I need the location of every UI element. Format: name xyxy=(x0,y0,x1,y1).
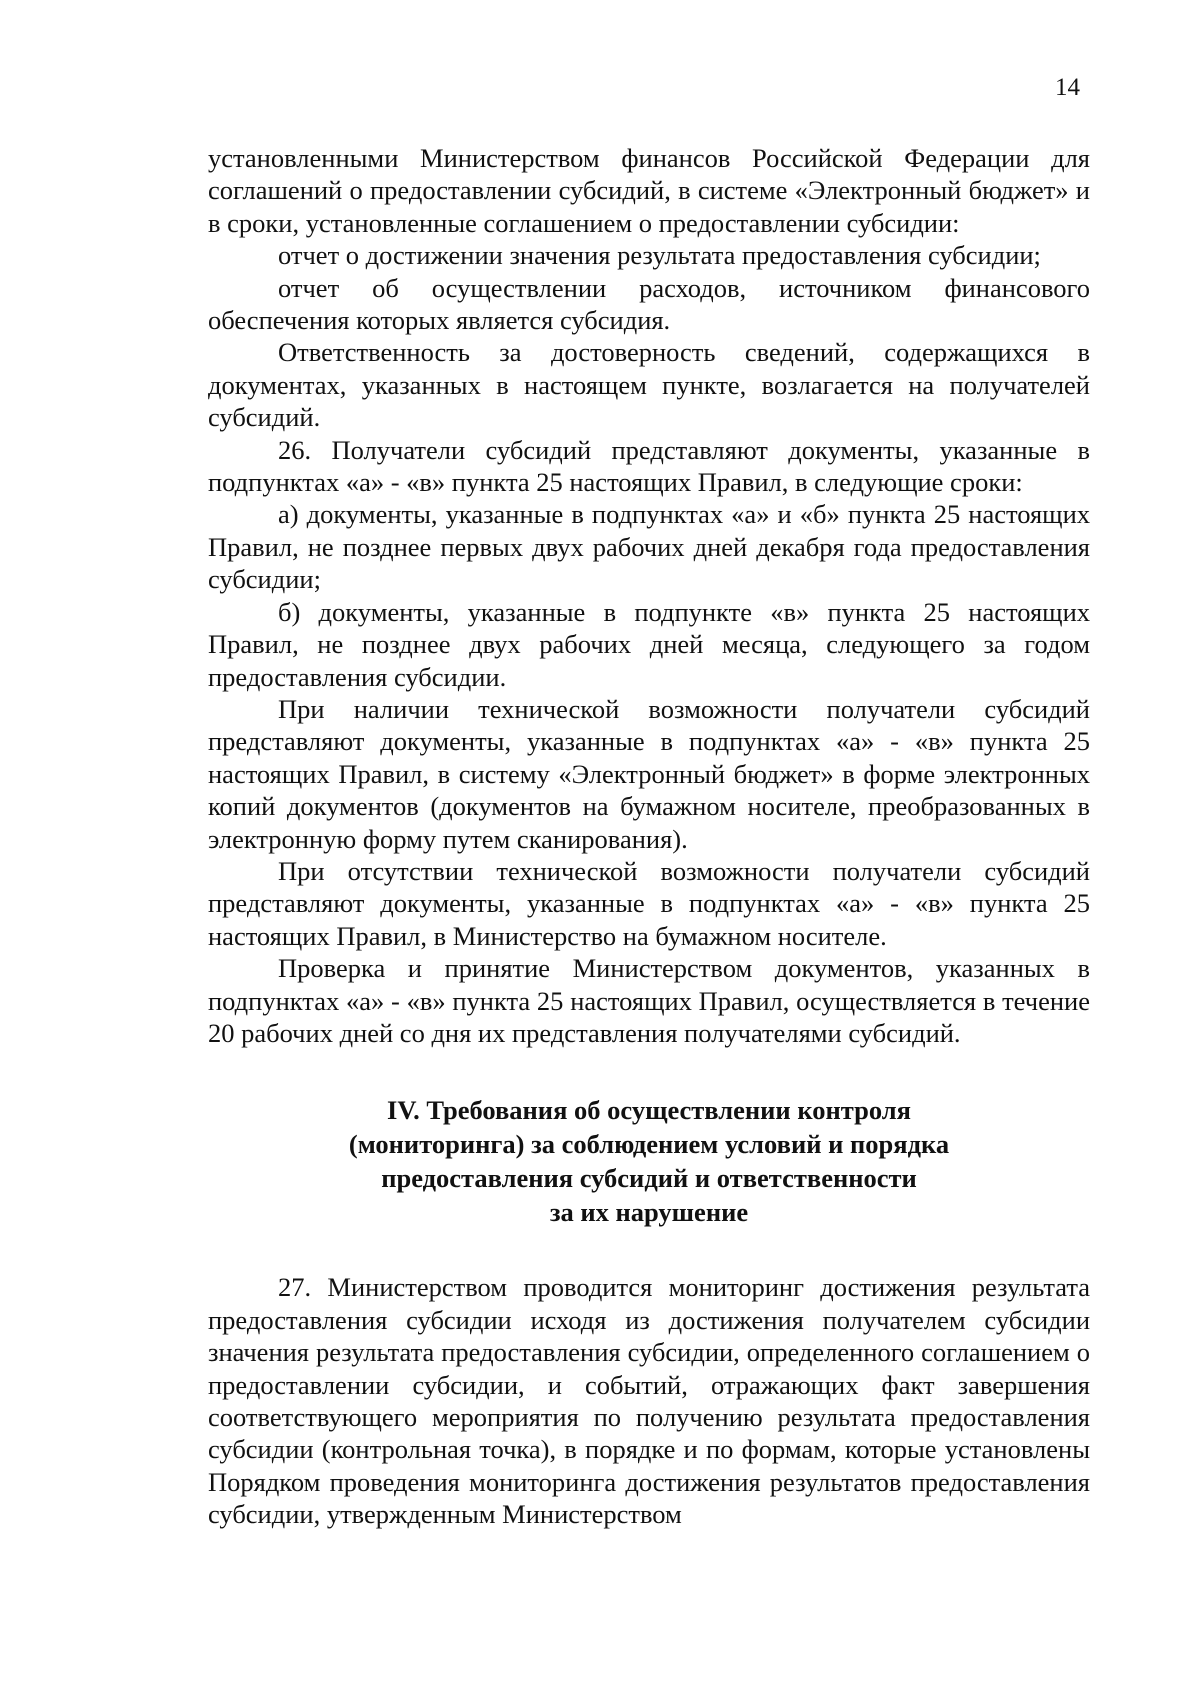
paragraph-electronic-submission: При наличии технической возможности получатели субсидий представляют документы, указанные в подпунктах «а» - «в» пункта 25 настоящих Правил, в систему «Электронный бюджет» в форме электронных копий документов (документов на бумажном носителе, преобразованных в электронную форму путем сканирования). xyxy=(208,693,1090,854)
section-heading-line: IV. Требования об осуществлении контроля xyxy=(387,1095,911,1126)
section-heading xyxy=(208,1093,1090,1229)
paragraph-subitem-a: а) документы, указанные в подпунктах «а» и «б» пункта 25 настоящих Правил, не позднее первых двух рабочих дней декабря года предоставления субсидии; xyxy=(208,499,1090,595)
paragraph-verification: Проверка и принятие Министерством документов, указанных в подпунктах «а» - «в» пункта 25 настоящих Правил, осуществляется в течение 20 рабочих дней со дня их представления получателями субсидий. xyxy=(208,953,1090,1048)
page-number: 14 xyxy=(1055,74,1080,101)
paragraphs-before xyxy=(208,142,1090,1049)
paragraph-report-result: отчет о достижении значения результата предоставления субсидии; xyxy=(278,240,1041,271)
paragraph-report-expenses: отчет об осуществлении расходов, источником финансового обеспечения которых является субсидия. xyxy=(208,272,1090,336)
document-body xyxy=(208,142,1090,1531)
paragraphs-after xyxy=(208,1271,1090,1530)
paragraph-paper-submission: При отсутствии технической возможности получатели субсидий представляют документы, указанные в подпунктах «а» - «в» пункта 25 настоящих Правил, в Министерство на бумажном носителе. xyxy=(208,855,1090,951)
paragraph-item-26: 26. Получатели субсидий представляют документы, указанные в подпунктах «а» - «в» пункта 25 настоящих Правил, в следующие сроки: xyxy=(208,434,1090,498)
paragraph-continuation: установленными Министерством финансов Российской Федерации для соглашений о предоставлении субсидий, в системе «Электронный бюджет» и в сроки, установленные соглашением о предоставлении субсидии: xyxy=(208,143,1090,238)
section-heading-line: предоставления субсидий и ответственности xyxy=(381,1163,917,1194)
section-heading-line: за их нарушение xyxy=(549,1197,749,1228)
section-heading-line: (мониторинга) за соблюдением условий и порядка xyxy=(348,1129,950,1160)
paragraph-subitem-b: б) документы, указанные в подпункте «в» пункта 25 настоящих Правил, не позднее двух рабочих дней месяца, следующего за годом предоставления субсидии. xyxy=(208,596,1090,692)
paragraph-item-27: 27. Министерством проводится мониторинг достижения результата предоставления субсидии исходя из достижения получателем субсидии значения результата предоставления субсидии, определенного соглашением о предоставлении субсидии, и событий, отражающих факт завершения соответствующего мероприятия по получению результата предоставления субсидии (контрольная точка), в порядке и по формам, которые установлены Порядком проведения мониторинга достижения результатов предоставления субсидии, утвержденным Министерством xyxy=(208,1272,1090,1530)
paragraph-responsibility: Ответственность за достоверность сведений, содержащихся в документах, указанных в настоящем пункте, возлагается на получателей субсидий. xyxy=(208,337,1090,433)
